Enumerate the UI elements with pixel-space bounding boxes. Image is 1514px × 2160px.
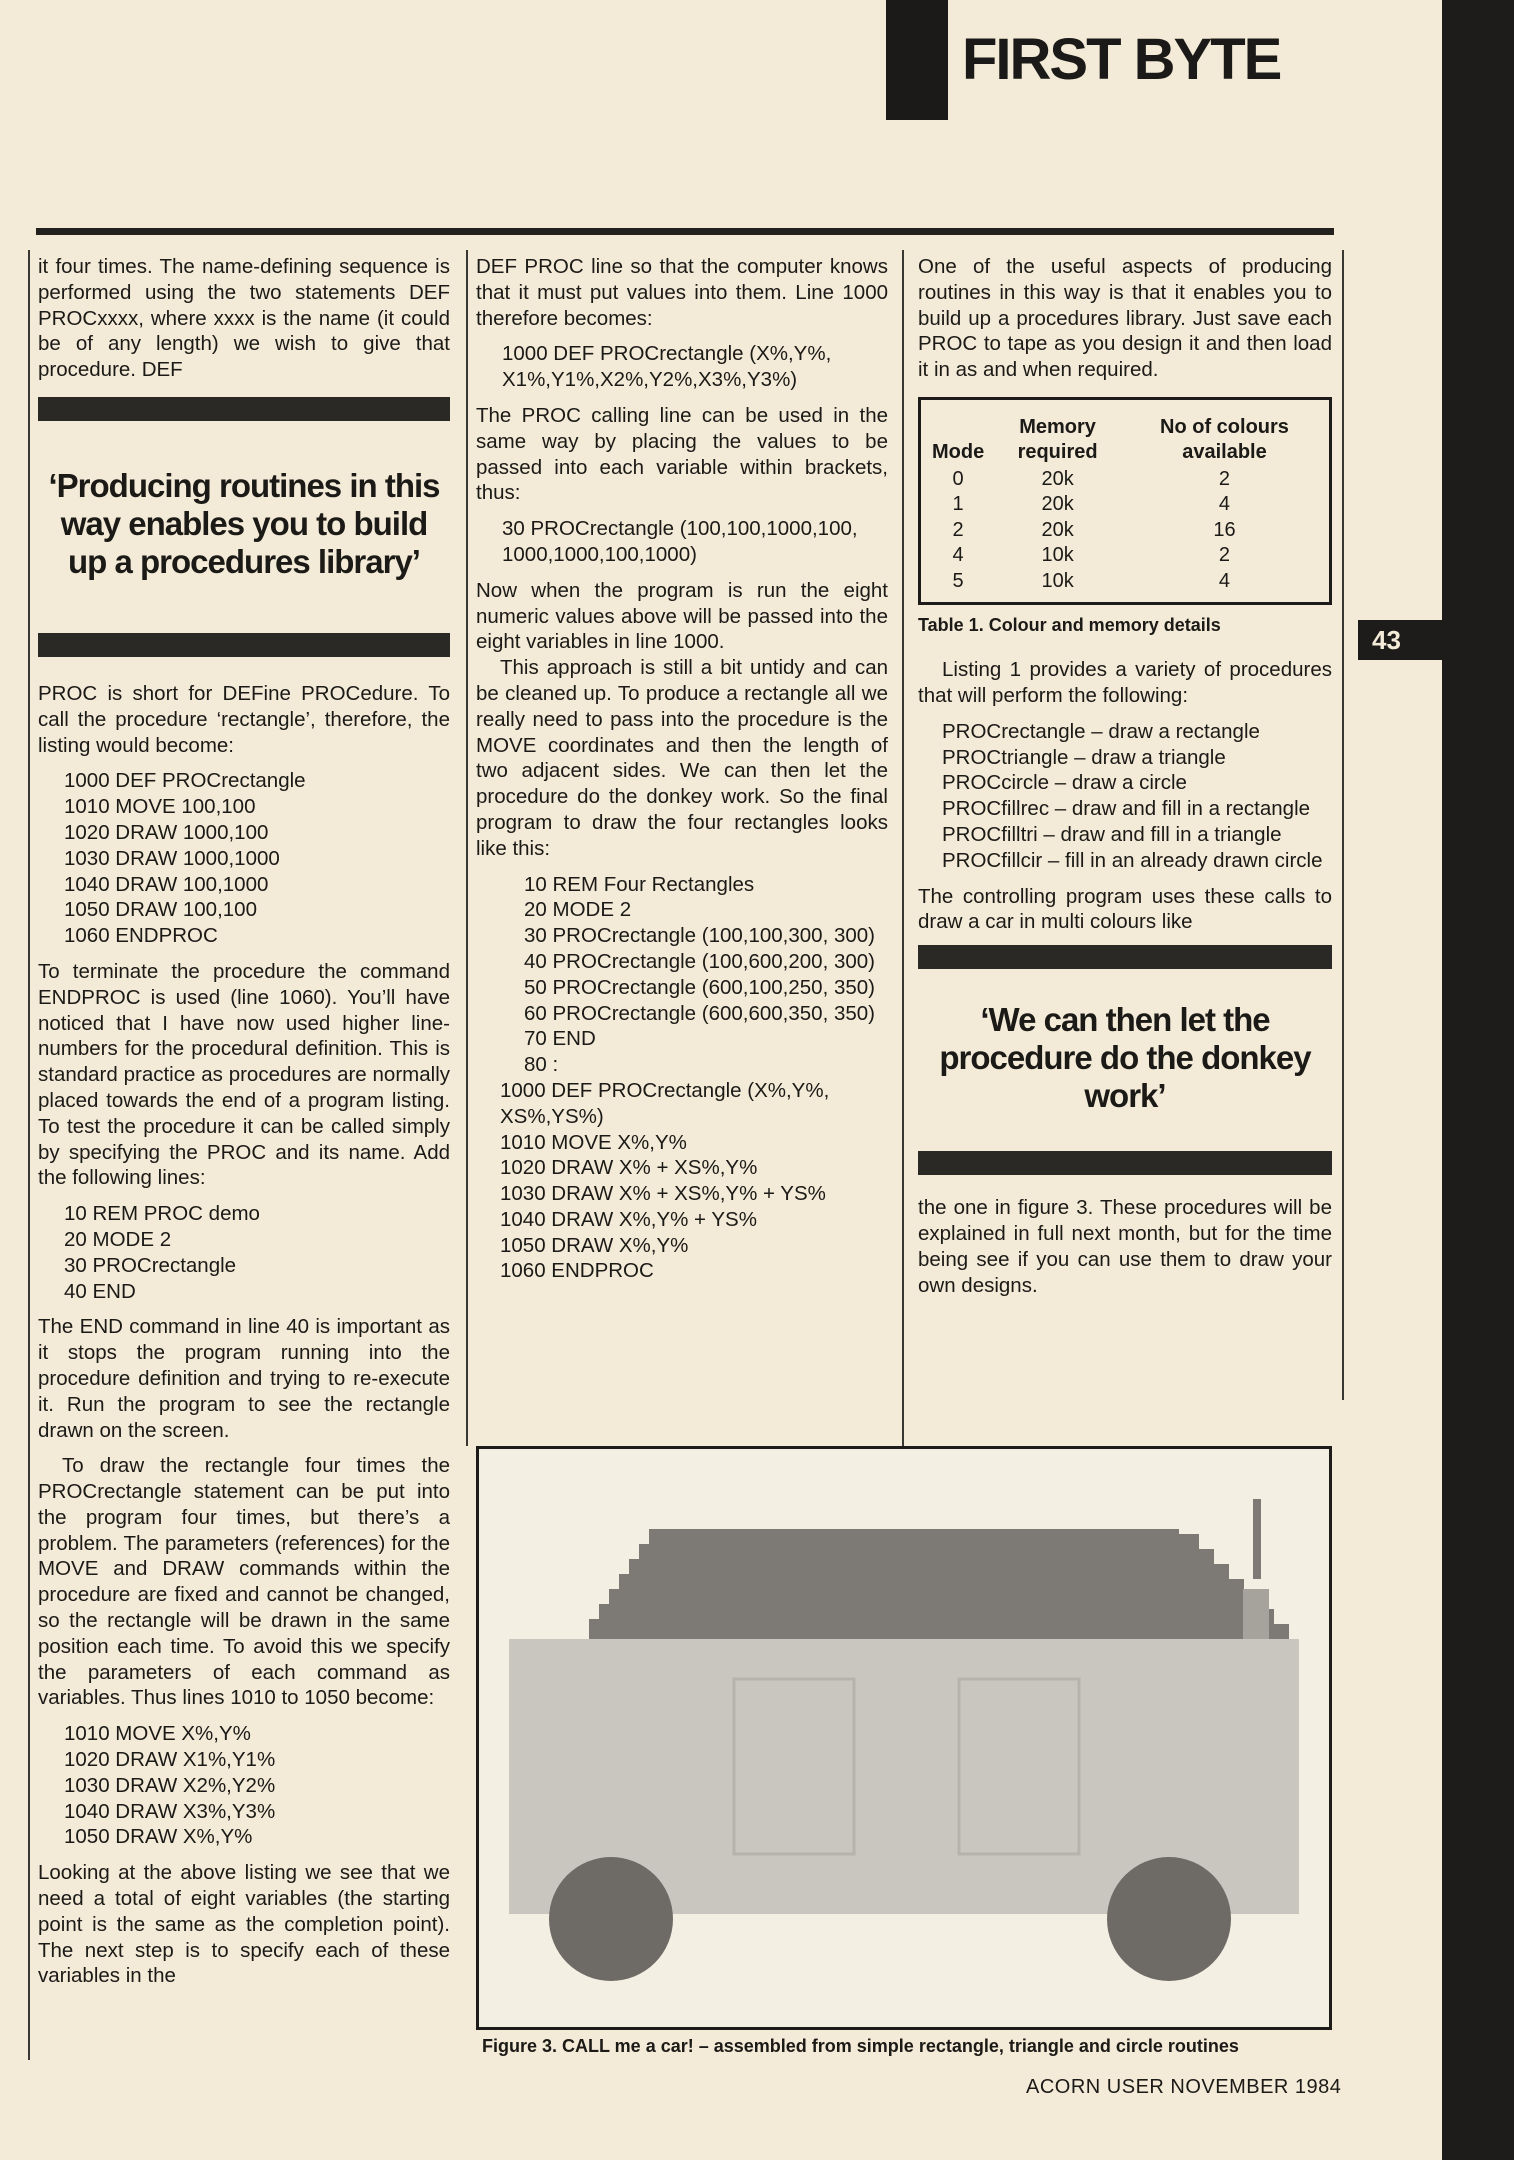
paragraph: This approach is still a bit untidy and can be cleaned up. To produce a rectangle all we really need to pass into the procedure is the MOVE coordinates and then the length of two adjacent sides. We can then let the procedure do the donkey work. So the final program to draw the four rectangles looks like this: [476, 656, 888, 860]
column-1 [38, 254, 450, 1999]
code-line: 70 END [524, 1027, 596, 1051]
column-rule [1342, 250, 1344, 1400]
table-header: Memory required [1017, 415, 1098, 464]
code-line: 30 PROCrectangle [64, 1253, 237, 1277]
code-line: 20 MODE 2 [524, 898, 632, 922]
footer-text: ACORN USER NOVEMBER 1984 [1026, 2076, 1342, 2098]
table-row [931, 467, 1319, 493]
paragraph: Listing 1 provides a variety of procedures that will perform the following: [918, 658, 1332, 708]
code-listing [476, 341, 888, 393]
code-listing [38, 1721, 450, 1850]
table-cell: 4 [952, 544, 964, 567]
table-row [931, 492, 1319, 518]
paragraph: it four times. The name-defining sequence is performed using the two statements DEF PROCxxxx, where xxxx is the name (it could be of any length) we wish to give that procedure. DEF [38, 255, 450, 382]
procedure-list [918, 719, 1332, 874]
code-listing [476, 872, 888, 1078]
table-cell: 20k [1041, 518, 1074, 541]
column-rule [28, 250, 30, 2060]
code-line: 1010 MOVE X%,Y% [64, 1722, 251, 1746]
table-cell: 20k [1041, 467, 1074, 490]
page-edge [1442, 0, 1514, 2160]
car-wheel [549, 1857, 673, 1981]
table-header: No of colours available [1160, 415, 1289, 464]
paragraph: Now when the program is run the eight numeric values above will be passed into the eight variables in line 1000. [476, 578, 888, 654]
table-cell: 1 [952, 493, 964, 516]
table-cell: 10k [1041, 544, 1074, 567]
paragraph: Looking at the above listing we see that we need a total of eight variables (the starting point is the same as the completion point). The next step is to specify each of these variables in the [38, 1861, 450, 1988]
code-line: 1020 DRAW X% + XS%,Y% [500, 1156, 758, 1180]
code-line: 1020 DRAW 1000,100 [64, 820, 269, 844]
car-wheel [1107, 1857, 1231, 1981]
list-item: PROCfillcir – fill in an already drawn circle [942, 848, 1323, 872]
code-line: 1020 DRAW X1%,Y1% [64, 1748, 276, 1772]
table-cell: 4 [1218, 569, 1231, 592]
code-line: 40 END [64, 1279, 136, 1303]
code-line: 1030 DRAW 1000,1000 [64, 846, 280, 870]
table-cell: 5 [952, 569, 964, 592]
table-cell: 2 [952, 518, 964, 541]
table-row [931, 518, 1319, 544]
figure-caption: Figure 3. CALL me a car! – assembled from simple rectangle, triangle and circle routines [482, 2036, 1239, 2056]
code-line: 10 REM Four Rectangles [524, 872, 755, 896]
list-item: PROCtriangle – draw a triangle [942, 745, 1226, 769]
code-line: 30 PROCrectangle (100,100,300, 300) [524, 924, 876, 948]
memory-table-box [918, 397, 1332, 606]
code-line: 1060 ENDPROC [64, 924, 218, 948]
code-line: 60 PROCrectangle (600,600,350, 350) [524, 1001, 876, 1025]
table-cell: 0 [952, 467, 964, 490]
code-line: 1000 DEF PROCrectangle (X%,Y%, X1%,Y1%,X2%,Y2%,X3%,Y3%) [502, 342, 832, 392]
car-antenna-base [1243, 1589, 1269, 1644]
table-cell: 10k [1041, 569, 1074, 592]
car-antenna [1253, 1499, 1261, 1579]
header-block [886, 0, 948, 120]
pull-quote-bar [918, 945, 1332, 969]
memory-table [931, 414, 1319, 595]
code-listing [38, 1201, 450, 1304]
table-cell: 20k [1041, 493, 1074, 516]
paragraph: The controlling program uses these calls to draw a car in multi colours like [918, 884, 1332, 934]
code-line: 1050 DRAW X%,Y% [500, 1233, 689, 1257]
pull-quote: ‘Producing routines in this way enables you to build up a procedures library’ [48, 466, 440, 580]
list-item: PROCfilltri – draw and fill in a triangle [942, 823, 1282, 847]
code-line: 1010 MOVE 100,100 [64, 795, 256, 819]
code-line: 1030 DRAW X% + XS%,Y% + YS% [500, 1182, 826, 1206]
table-row [931, 543, 1319, 569]
table-cell: 2 [1218, 544, 1231, 567]
paragraph: One of the useful aspects of producing routines in this way is that it enables you to build up a procedures library. Just save each PROC to tape as you design it and then load it in as and when required. [918, 255, 1332, 382]
page-number: 43 [1358, 620, 1442, 660]
code-line: 1040 DRAW X3%,Y3% [64, 1799, 276, 1823]
table-header: Mode [932, 441, 985, 464]
column-3 [918, 254, 1332, 1308]
column-rule [902, 250, 904, 1446]
top-rule [36, 228, 1334, 235]
code-line: 1040 DRAW 100,1000 [64, 872, 269, 896]
code-line: 1050 DRAW X%,Y% [64, 1825, 253, 1849]
code-line: 1010 MOVE X%,Y% [500, 1130, 687, 1154]
car-roof [589, 1529, 1289, 1639]
paragraph: PROC is short for DEFine PROCedure. To call the procedure ‘rectangle’, therefore, the listing would become: [38, 681, 450, 757]
column-rule [466, 250, 468, 1446]
paragraph: To terminate the procedure the command ENDPROC is used (line 1060). You’ll have noticed that I have now used higher line-numbers for the procedural definition. This is standard practice as procedures are normally placed towards the end of a program listing. To test the procedure it can be called simply by specifying the PROC and its name. Add the following lines: [38, 959, 450, 1190]
code-line: 1030 DRAW X2%,Y2% [64, 1773, 276, 1797]
code-line: 40 PROCrectangle (100,600,200, 300) [524, 949, 876, 973]
table-row [931, 569, 1319, 595]
code-line: 1060 ENDPROC [500, 1259, 654, 1283]
table-caption: Table 1. Colour and memory details [918, 615, 1221, 636]
table-cell: 16 [1213, 518, 1236, 541]
code-listing [38, 768, 450, 949]
pull-quote-bar [918, 1151, 1332, 1175]
code-line: 20 MODE 2 [64, 1227, 172, 1251]
pull-quote-bar [38, 397, 450, 421]
list-item: PROCfillrec – draw and fill in a rectangle [942, 797, 1311, 821]
code-line: 10 REM PROC demo [64, 1202, 260, 1226]
code-line: 1050 DRAW 100,100 [64, 898, 257, 922]
code-line: 1000 DEF PROCrectangle [64, 769, 306, 793]
code-line: 1000 DEF PROCrectangle (X%,Y%, XS%,YS%) [500, 1078, 830, 1128]
paragraph: To draw the rectangle four times the PROCrectangle statement can be put into the program four times, but there’s a problem. The parameters (references) for the MOVE and DRAW commands within the procedure are fixed and cannot be changed, so the rectangle will be drawn in the same position each time. To avoid this we specify the parameters of each command as variables. Thus lines 1010 to 1050 become: [38, 1454, 450, 1710]
section-title: FIRST BYTE [962, 27, 1281, 92]
code-line: 30 PROCrectangle (100,100,1000,100, 1000,1000,100,1000) [502, 517, 858, 566]
car-illustration [479, 1449, 1329, 2027]
code-listing [476, 516, 888, 568]
pull-quote: ‘We can then let the procedure do the donkey work’ [939, 1001, 1311, 1115]
table-cell: 2 [1218, 467, 1231, 490]
paragraph: The END command in line 40 is important as it stops the program running into the procedure definition and trying to re-execute it. Run the program to see the rectangle drawn on the screen. [38, 1315, 450, 1442]
figure-3 [476, 1446, 1332, 2030]
paragraph: the one in figure 3. These procedures will be explained in full next month, but for the time being see if you can use them to draw your own designs. [918, 1196, 1332, 1297]
list-item: PROCrectangle – draw a rectangle [942, 719, 1260, 743]
code-listing [476, 1078, 888, 1284]
list-item: PROCcircle – draw a circle [942, 771, 1187, 795]
code-line: 80 : [524, 1053, 559, 1077]
paragraph: The PROC calling line can be used in the same way by placing the values to be passed into each variable within brackets, thus: [476, 403, 888, 505]
code-line: 50 PROCrectangle (600,100,250, 350) [524, 975, 876, 999]
table-cell: 4 [1218, 493, 1231, 516]
code-line: 1040 DRAW X%,Y% + YS% [500, 1207, 757, 1231]
pull-quote-bar [38, 633, 450, 657]
paragraph: DEF PROC line so that the computer knows that it must put values into them. Line 1000 therefore becomes: [476, 255, 888, 330]
column-2 [476, 254, 888, 1294]
